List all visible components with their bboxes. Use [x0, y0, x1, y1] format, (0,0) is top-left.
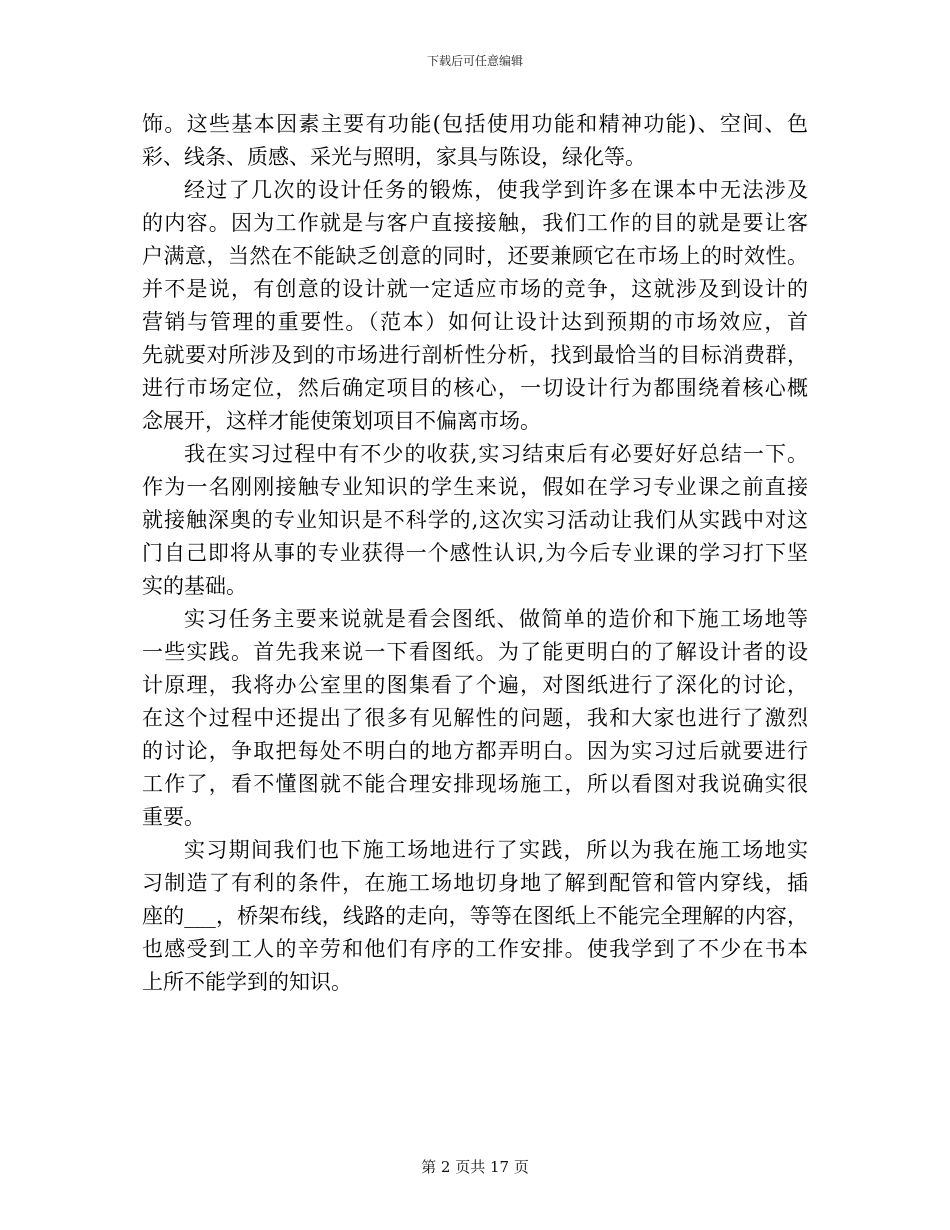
paragraph-1 [142, 108, 808, 174]
text-line: 念展开，这样才能使策划项目不偏离市场。 [142, 409, 541, 433]
text-line: 经过了几次的设计任务的锻炼，使我学到许多在课本中无法涉及 [184, 178, 808, 202]
text-line: 上所不能学到的知识。 [142, 970, 352, 994]
text-line: 作为一名刚刚接触专业知识的学生来说，假如在学习专业课之前直接 [142, 475, 808, 499]
text-line: 重要。 [142, 805, 205, 829]
text-line: 我在实习过程中有不少的收获,实习结束后有必要好好总结一下。 [184, 442, 808, 466]
text-line: 实习期间我们也下施工场地进行了实践，所以为我在施工场地实 [184, 838, 808, 862]
text-line: 的内容。因为工作就是与客户直接接触，我们工作的目的就是要让客 [142, 211, 808, 235]
page-footer: 第 2 页共 17 页 [421, 1158, 529, 1176]
text-line: 实习任务主要来说就是看会图纸、做简单的造价和下施工场地等 [184, 607, 808, 631]
page-header: 下载后可任意编辑 [426, 54, 523, 68]
text-line: 户满意，当然在不能缺乏创意的同时，还要兼顾它在市场上的时效性。 [142, 244, 808, 268]
text-line: 工作了，看不懂图就不能合理安排现场施工，所以看图对我说确实很 [142, 772, 808, 796]
document-body [142, 108, 808, 999]
paragraph-5 [142, 834, 808, 999]
text-line: 在这个过程中还提出了很多有见解性的问题，我和大家也进行了激烈 [142, 706, 808, 730]
text-line: 座的___，桥架布线，线路的走向，等等在图纸上不能完全理解的内容， [142, 904, 808, 928]
text-line: 进行市场定位，然后确定项目的核心，一切设计行为都围绕着核心概 [142, 376, 808, 400]
text-line: 计原理，我将办公室里的图集看了个遍，对图纸进行了深化的讨论， [142, 673, 808, 697]
text-line: 门自己即将从事的专业获得一个感性认识,为今后专业课的学习打下坚 [142, 541, 808, 565]
text-line: 实的基础。 [142, 574, 247, 598]
text-line: 习制造了有利的条件，在施工场地切身地了解到配管和管内穿线，插 [142, 871, 808, 895]
text-line: 一些实践。首先我来说一下看图纸。为了能更明白的了解设计者的设 [142, 640, 808, 664]
text-line: 彩、线条、质感、采光与照明，家具与陈设，绿化等。 [142, 145, 646, 169]
paragraph-4 [142, 603, 808, 834]
text-line: 营销与管理的重要性。（范本）如何让设计达到预期的市场效应，首 [142, 310, 808, 334]
paragraph-3 [142, 438, 808, 603]
text-line: 饰。这些基本因素主要有功能(包括使用功能和精神功能)、空间、色 [142, 112, 808, 136]
text-line: 也感受到工人的辛劳和他们有序的工作安排。使我学到了不少在书本 [142, 937, 808, 961]
text-line: 先就要对所涉及到的市场进行剖析性分析，找到最恰当的目标消费群， [142, 343, 808, 367]
paragraph-2 [142, 174, 808, 438]
text-line: 的讨论，争取把每处不明白的地方都弄明白。因为实习过后就要进行 [142, 739, 808, 763]
text-line: 并不是说，有创意的设计就一定适应市场的竞争，这就涉及到设计的 [142, 277, 808, 301]
text-line: 就接触深奥的专业知识是不科学的,这次实习活动让我们从实践中对这 [142, 508, 808, 532]
